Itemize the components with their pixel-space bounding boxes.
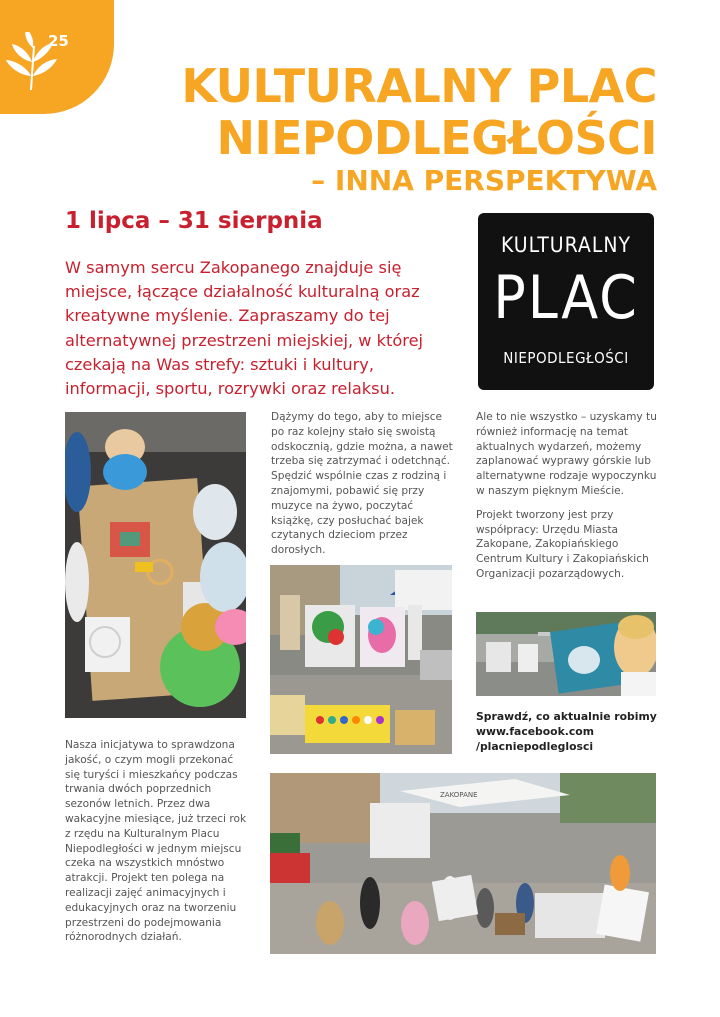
event-dates: 1 lipca – 31 sierpnia [65, 208, 323, 234]
logo-line-1: KULTURALNY [500, 233, 632, 257]
facebook-info [476, 709, 666, 754]
facebook-link-path[interactable]: /placniepodleglosci [476, 740, 594, 753]
right-paragraph-1: Ale to nie wszystko – uzyskamy tu również informację na temat aktualnych wydarzeń, możemy zaplanować wyprawy górskie lub alternatywne rodzaje wypoczynku w naszym pięknym Mieście. [476, 411, 657, 497]
photo-square-umbrellas [270, 773, 656, 954]
kulturalny-plac-logo [478, 213, 654, 390]
photo-child-reading [476, 612, 656, 696]
title-subtitle: – INNA PERSPEKTYWA [311, 164, 657, 197]
page-corner-tab [0, 0, 114, 114]
text-column-right [476, 410, 658, 591]
title-line-1: KULTURALNY PLAC [181, 59, 657, 113]
photo-children-crafting [65, 412, 246, 718]
text-column-left [65, 738, 247, 954]
facebook-info-line-1: Sprawdź, co aktualnie robimy [476, 710, 657, 723]
page-number: 25 [48, 32, 69, 50]
umbrella-sign: ZAKOPANE [440, 791, 478, 799]
right-paragraph-2: Projekt tworzony jest przy współpracy: Urzędu Miasta Zakopane, Zakopiańskiego Centrum Kultury i Zakopiańskich Organizacji pozarządowych. [476, 508, 649, 580]
title-line-2: NIEPODLEGŁOŚCI [216, 111, 657, 165]
photo-painting-easels [270, 565, 452, 754]
logo-line-2: PLAC [493, 263, 639, 333]
left-paragraph: Nasza inicjatywa to sprawdzona jakość, o czym mogli przekonać się turyści i mieszkańcy podczas trwania dwóch poprzednich sezonów letnich. Przez dwa wakacyjne miesiące, już trzeci rok z rzędu na Kulturalnym Placu Niepodległości w jednym miejscu czeka na wszystkich mnóstwo atrakcji. Projekt ten polega na realizacji zajęć animacyjnych i edukacyjnych oraz na tworzeniu przestrzeni do podejmowania różnorodnych działań. [65, 739, 247, 944]
text-column-middle [271, 410, 456, 567]
facebook-link[interactable]: www.facebook.com [476, 725, 594, 738]
lead-paragraph: W samym sercu Zakopanego znajduje się miejsce, łączące działalność kulturalną oraz kreatywne myślenie. Zapraszamy do tej alternatywnej przestrzeni miejskiej, w której czekają na Was strefy: sztuki i kultury, informacji, sportu, rozrywki oraz relaksu. [65, 258, 424, 399]
logo-line-3: NIEPODLEGŁOŚCI [503, 349, 629, 367]
middle-paragraph: Dążymy do tego, aby to miejsce po raz kolejny stało się swoistą odskocznią, gdzie można, a nawet trzeba się zatrzymać i odetchnąć. Spędzić wspólnie czas z rodziną i znajomymi, pobawić się przy muzyce na żywo, poczytać książkę, czy posłuchać bajek czytanych dzieciom przez dorosłych. [271, 411, 453, 557]
page-title [181, 60, 657, 198]
